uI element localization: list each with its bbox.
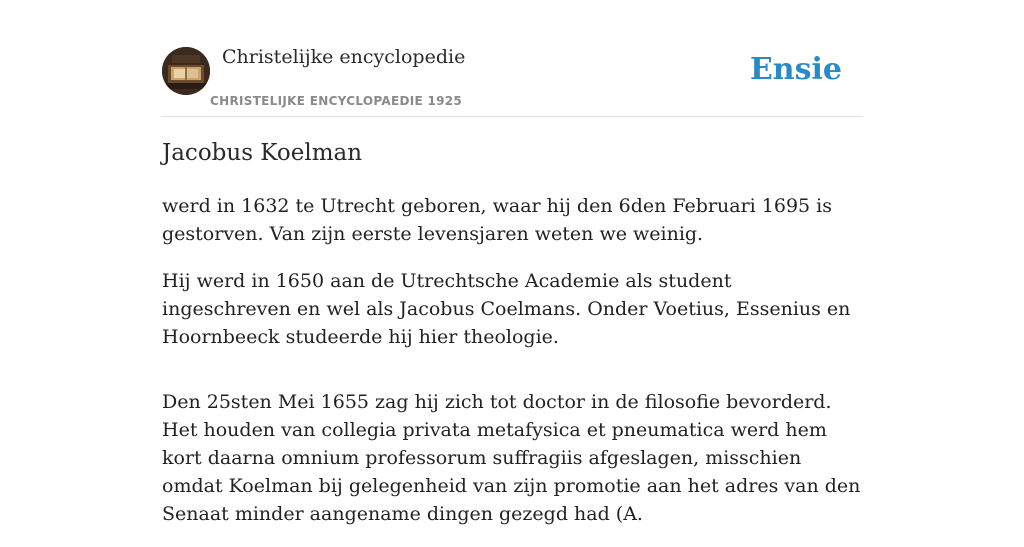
- ensie-logo[interactable]: Ensie: [749, 52, 842, 87]
- article-paragraph: werd in 1632 te Utrecht geboren, waar hij den 6den Februari 1695 is gestorven. Van zijn eerste levensjaren weten we weinig.: [162, 195, 832, 245]
- publication-title[interactable]: Christelijke encyclopedie: [222, 46, 466, 68]
- book-photo-icon: [162, 47, 210, 95]
- article-paragraph: Hij werd in 1650 aan de Utrechtsche Academie als student ingeschreven en wel als Jacobus Coelmans. Onder Voetius, Essenius en Hoornbeeck studeerde hij hier theologie.: [162, 270, 851, 348]
- avatar[interactable]: [162, 47, 210, 95]
- publication-header: [162, 0, 862, 117]
- article-paragraph: Den 25sten Mei 1655 zag hij zich tot doctor in de filosofie bevorderd. Het houden van collegia privata metafysica et pneumatica werd hem kort daarna omnium professorum suffragiis afgeslagen, misschien omdat Koelman bij gelegenheid van zijn promotie aan het adres van den Senaat minder aangename dingen gezegd had (A.: [162, 391, 861, 525]
- publication-subtitle[interactable]: CHRISTELIJKE ENCYCLOPAEDIE 1925: [210, 94, 463, 108]
- article-title: Jacobus Koelman: [162, 140, 363, 166]
- page-container: [162, 0, 862, 525]
- article-body: [162, 192, 862, 547]
